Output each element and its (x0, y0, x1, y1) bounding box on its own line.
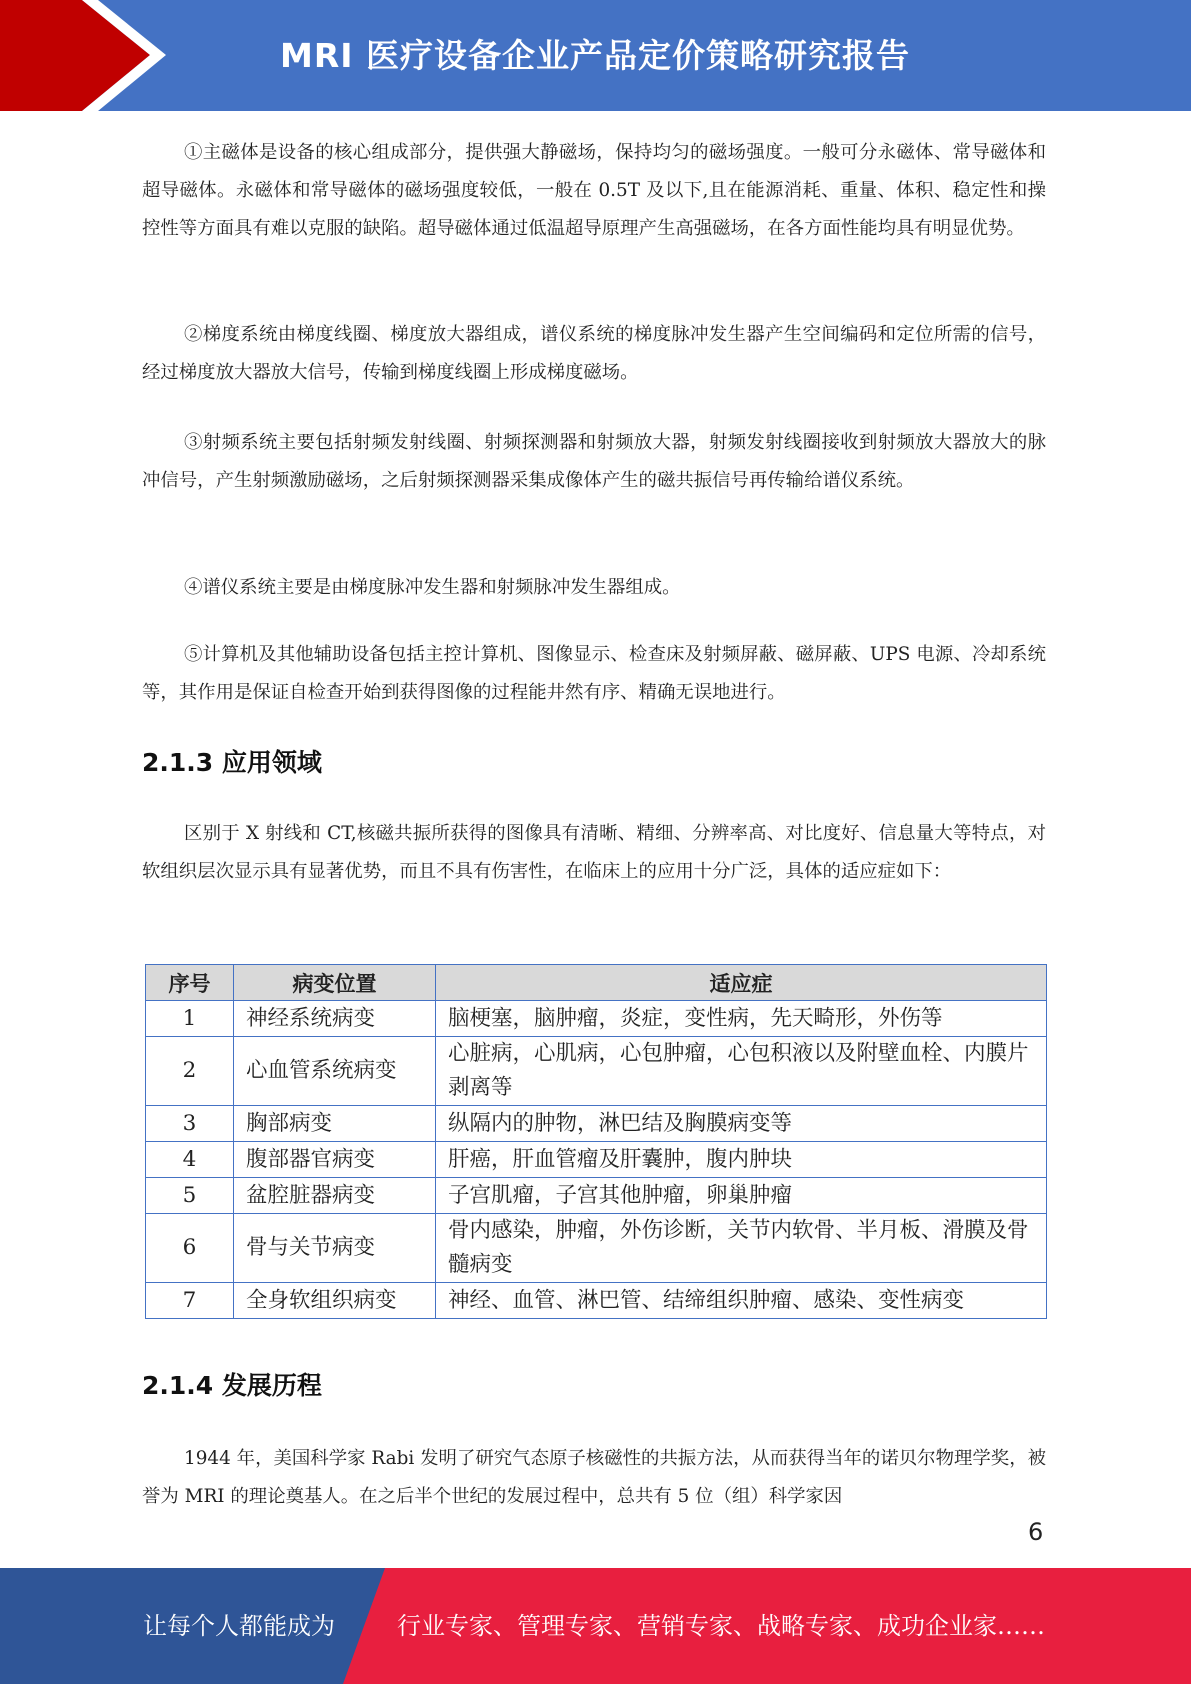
table-row (146, 1178, 1047, 1214)
cell-number: 7 (146, 1283, 234, 1319)
table-row (146, 1283, 1047, 1319)
cell-number: 6 (146, 1214, 234, 1283)
footer-slogan-left: 让每个人都能成为 (143, 1612, 335, 1640)
table-row (146, 1214, 1047, 1283)
report-title: MRI 医疗设备企业产品定价策略研究报告 (280, 36, 911, 75)
cell-number: 2 (146, 1037, 234, 1106)
paragraph-main-magnet: ①主磁体是设备的核心组成部分，提供强大静磁场，保持均匀的磁场强度。一般可分永磁体、常导磁体和超导磁体。永磁体和常导磁体的磁场强度较低，一般在 0.5T 及以下,且在能源消耗、重量、体积、稳定性和操控性等方面具有难以克服的缺陷。超导磁体通过低温超导原理产生高强磁场，在各方面性能均具有明显优势。 (142, 142, 1046, 239)
table-row (146, 1142, 1047, 1178)
page-header (0, 0, 1191, 111)
header-site: 病变位置 (234, 965, 436, 1001)
cell-indication: 心脏病，心肌病，心包肿瘤，心包积液以及附壁血栓、内膜片剥离等 (436, 1037, 1047, 1106)
cell-number: 5 (146, 1178, 234, 1214)
table-row (146, 1106, 1047, 1142)
paragraph-history: 1944 年，美国科学家 Rabi 发明了研究气态原子核磁性的共振方法，从而获得当年的诺贝尔物理学奖，被誉为 MRI 的理论奠基人。在之后半个世纪的发展过程中，总共有 5 位（组）科学家因 (142, 1448, 1046, 1507)
table-header-row (146, 965, 1047, 1001)
cell-number: 1 (146, 1001, 234, 1037)
header-number: 序号 (146, 965, 234, 1001)
cell-site: 胸部病变 (234, 1106, 436, 1142)
footer-slogan-right: 行业专家、管理专家、营销专家、战略专家、成功企业家…… (397, 1612, 1045, 1640)
cell-number: 3 (146, 1106, 234, 1142)
paragraph-computer: ⑤计算机及其他辅助设备包括主控计算机、图像显示、检查床及射频屏蔽、磁屏蔽、UPS 电源、冷却系统等，其作用是保证自检查开始到获得图像的过程能井然有序、精确无误地进行。 (142, 644, 1046, 703)
cell-indication: 脑梗塞，脑肿瘤，炎症，变性病，先天畸形，外伤等 (436, 1001, 1047, 1037)
cell-number: 4 (146, 1142, 234, 1178)
table-row (146, 1001, 1047, 1037)
table-row (146, 1037, 1047, 1106)
section-heading-history: 2.1.4 发展历程 (142, 1371, 322, 1400)
cell-indication: 神经、血管、淋巴管、结缔组织肿瘤、感染、变性病变 (436, 1283, 1047, 1319)
cell-site: 骨与关节病变 (234, 1214, 436, 1283)
indications-table (145, 964, 1047, 1319)
paragraph-applications-intro: 区别于 X 射线和 CT,核磁共振所获得的图像具有清晰、精细、分辨率高、对比度好、信息量大等特点，对软组织层次显示具有显著优势，而且不具有伤害性，在临床上的应用十分广泛，具体的适应症如下： (142, 823, 1046, 882)
cell-indication: 子宫肌瘤，子宫其他肿瘤，卵巢肿瘤 (436, 1178, 1047, 1214)
section-heading-applications: 2.1.3 应用领域 (142, 748, 322, 777)
cell-site: 心血管系统病变 (234, 1037, 436, 1106)
cell-site: 神经系统病变 (234, 1001, 436, 1037)
cell-indication: 骨内感染，肿瘤，外伤诊断，关节内软骨、半月板、滑膜及骨髓病变 (436, 1214, 1047, 1283)
cell-site: 腹部器官病变 (234, 1142, 436, 1178)
page-footer (0, 1568, 1191, 1684)
paragraph-rf-system: ③射频系统主要包括射频发射线圈、射频探测器和射频放大器，射频发射线圈接收到射频放大器放大的脉冲信号，产生射频激励磁场，之后射频探测器采集成像体产生的磁共振信号再传输给谱仪系统。 (142, 432, 1046, 491)
page-number: 6 (1028, 1518, 1044, 1546)
cell-indication: 纵隔内的肿物，淋巴结及胸膜病变等 (436, 1106, 1047, 1142)
cell-site: 盆腔脏器病变 (234, 1178, 436, 1214)
header-indication: 适应症 (436, 965, 1047, 1001)
paragraph-spectrometer: ④谱仪系统主要是由梯度脉冲发生器和射频脉冲发生器组成。 (184, 577, 681, 598)
paragraph-gradient-system: ②梯度系统由梯度线圈、梯度放大器组成，谱仪系统的梯度脉冲发生器产生空间编码和定位所需的信号，经过梯度放大器放大信号，传输到梯度线圈上形成梯度磁场。 (142, 324, 1046, 383)
cell-site: 全身软组织病变 (234, 1283, 436, 1319)
cell-indication: 肝癌，肝血管瘤及肝囊肿，腹内肿块 (436, 1142, 1047, 1178)
